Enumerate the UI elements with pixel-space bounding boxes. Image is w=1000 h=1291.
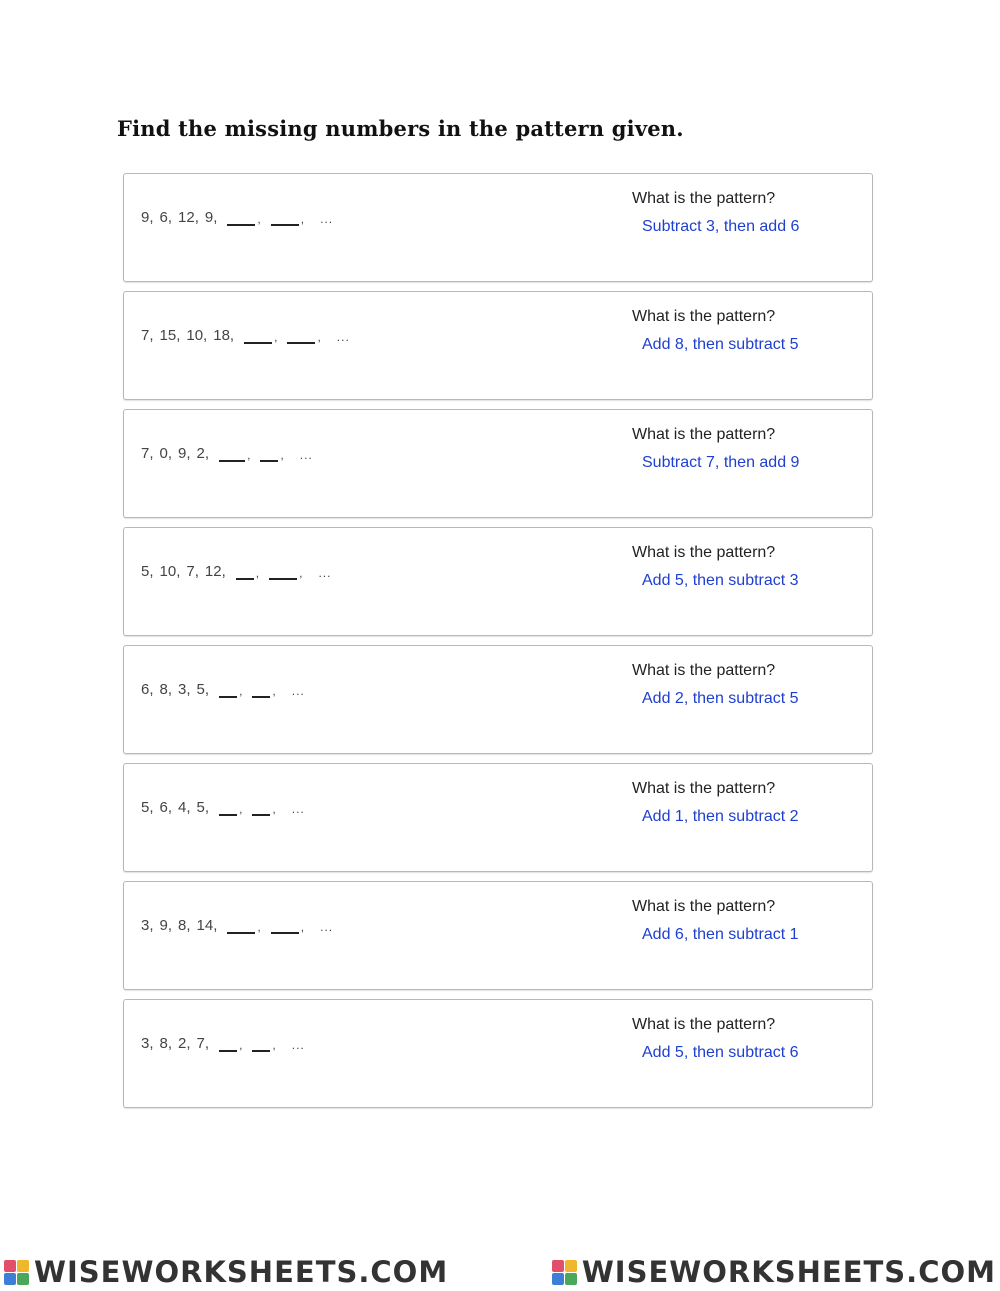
brand-logo-icon	[552, 1260, 577, 1285]
sequence-term: 5,	[141, 563, 154, 580]
sequence-term: 5,	[141, 799, 154, 816]
pattern-answer: Subtract 3, then add 6	[642, 218, 800, 235]
answer-blank[interactable]	[244, 326, 272, 344]
pattern-question: What is the pattern?	[632, 662, 776, 679]
brand-mark	[552, 1255, 996, 1289]
sequence-term: 9,	[141, 209, 154, 226]
pattern-question: What is the pattern?	[632, 426, 776, 443]
sequence-term: 2,	[178, 1035, 191, 1052]
pattern-row	[123, 881, 873, 990]
pattern-question: What is the pattern?	[632, 190, 776, 207]
sequence-term: 4,	[178, 799, 191, 816]
answer-blank[interactable]	[252, 798, 270, 816]
pattern-row	[123, 645, 873, 754]
pattern-row	[123, 173, 873, 282]
answer-blank[interactable]	[219, 680, 237, 698]
pattern-list	[123, 173, 873, 1117]
ellipsis: ...	[299, 448, 313, 462]
ellipsis: ...	[336, 330, 350, 344]
comma: ,	[255, 566, 260, 580]
comma: ,	[317, 330, 321, 344]
pattern-question: What is the pattern?	[632, 780, 776, 797]
comma: ,	[300, 920, 305, 934]
pattern-row	[123, 409, 873, 518]
answer-blank[interactable]	[219, 444, 245, 462]
answer-blank[interactable]	[252, 680, 270, 698]
answer-blank[interactable]	[236, 562, 254, 580]
answer-blank[interactable]	[252, 1034, 270, 1052]
pattern-row	[123, 291, 873, 400]
ellipsis: ...	[320, 212, 334, 226]
number-sequence	[141, 326, 350, 344]
pattern-question: What is the pattern?	[632, 544, 776, 561]
number-sequence	[141, 798, 305, 816]
sequence-term: 7,	[186, 563, 199, 580]
sequence-term: 6,	[159, 799, 173, 816]
footer-banner	[0, 1253, 1000, 1291]
ellipsis: ...	[291, 802, 305, 816]
pattern-row	[123, 763, 873, 872]
answer-blank[interactable]	[260, 444, 278, 462]
pattern-question: What is the pattern?	[632, 308, 776, 325]
sequence-term: 3,	[141, 1035, 154, 1052]
ellipsis: ...	[318, 566, 332, 580]
brand-text: WISEWORKSHEETS.COM	[34, 1255, 449, 1289]
answer-blank[interactable]	[287, 326, 315, 344]
comma: ,	[280, 448, 284, 462]
ellipsis: ...	[291, 684, 305, 698]
pattern-question: What is the pattern?	[632, 1016, 776, 1033]
sequence-term: 7,	[141, 327, 154, 344]
sequence-term: 12,	[178, 209, 199, 226]
brand-text: WISEWORKSHEETS.COM	[581, 1255, 996, 1289]
answer-blank[interactable]	[227, 916, 255, 934]
pattern-row	[123, 999, 873, 1108]
brand-mark	[4, 1255, 448, 1289]
comma: ,	[274, 330, 278, 344]
answer-blank[interactable]	[271, 916, 299, 934]
pattern-row	[123, 527, 873, 636]
worksheet-title: Find the missing numbers in the pattern given.	[117, 116, 684, 141]
answer-blank[interactable]	[269, 562, 297, 580]
sequence-term: 7,	[196, 1035, 210, 1052]
answer-blank[interactable]	[219, 1034, 237, 1052]
sequence-term: 3,	[178, 681, 191, 698]
sequence-term: 9,	[159, 917, 173, 934]
sequence-term: 8,	[159, 1035, 173, 1052]
sequence-term: 6,	[159, 209, 173, 226]
comma: ,	[239, 802, 243, 816]
comma: ,	[299, 566, 303, 580]
pattern-answer: Add 5, then subtract 3	[642, 572, 799, 589]
ellipsis: ...	[320, 920, 334, 934]
comma: ,	[239, 684, 243, 698]
sequence-term: 9,	[204, 209, 218, 226]
sequence-term: 12,	[204, 563, 226, 580]
sequence-term: 5,	[196, 799, 210, 816]
number-sequence	[141, 680, 305, 698]
sequence-term: 0,	[159, 445, 173, 462]
comma: ,	[272, 684, 276, 698]
number-sequence	[141, 444, 313, 462]
pattern-answer: Add 6, then subtract 1	[642, 926, 799, 943]
sequence-term: 14,	[196, 917, 218, 934]
sequence-term: 6,	[141, 681, 154, 698]
sequence-term: 10,	[159, 563, 181, 580]
comma: ,	[257, 920, 261, 934]
number-sequence	[141, 208, 333, 226]
answer-blank[interactable]	[219, 798, 237, 816]
comma: ,	[272, 1038, 276, 1052]
comma: ,	[247, 448, 251, 462]
comma: ,	[272, 802, 276, 816]
pattern-answer: Subtract 7, then add 9	[642, 454, 800, 471]
answer-blank[interactable]	[271, 208, 299, 226]
sequence-term: 9,	[178, 445, 191, 462]
sequence-term: 8,	[178, 917, 191, 934]
sequence-term: 2,	[196, 445, 210, 462]
sequence-term: 3,	[141, 917, 154, 934]
sequence-term: 8,	[159, 681, 173, 698]
sequence-term: 15,	[159, 327, 181, 344]
pattern-answer: Add 5, then subtract 6	[642, 1044, 799, 1061]
pattern-answer: Add 2, then subtract 5	[642, 690, 799, 707]
ellipsis: ...	[291, 1038, 305, 1052]
number-sequence	[141, 916, 333, 934]
sequence-term: 18,	[213, 327, 235, 344]
answer-blank[interactable]	[227, 208, 255, 226]
number-sequence	[141, 1034, 305, 1052]
sequence-term: 7,	[141, 445, 154, 462]
pattern-answer: Add 1, then subtract 2	[642, 808, 799, 825]
comma: ,	[239, 1038, 243, 1052]
sequence-term: 5,	[196, 681, 210, 698]
brand-logo-icon	[4, 1260, 29, 1285]
comma: ,	[300, 212, 305, 226]
pattern-question: What is the pattern?	[632, 898, 776, 915]
pattern-answer: Add 8, then subtract 5	[642, 336, 799, 353]
sequence-term: 10,	[186, 327, 208, 344]
number-sequence	[141, 562, 331, 580]
comma: ,	[257, 212, 261, 226]
